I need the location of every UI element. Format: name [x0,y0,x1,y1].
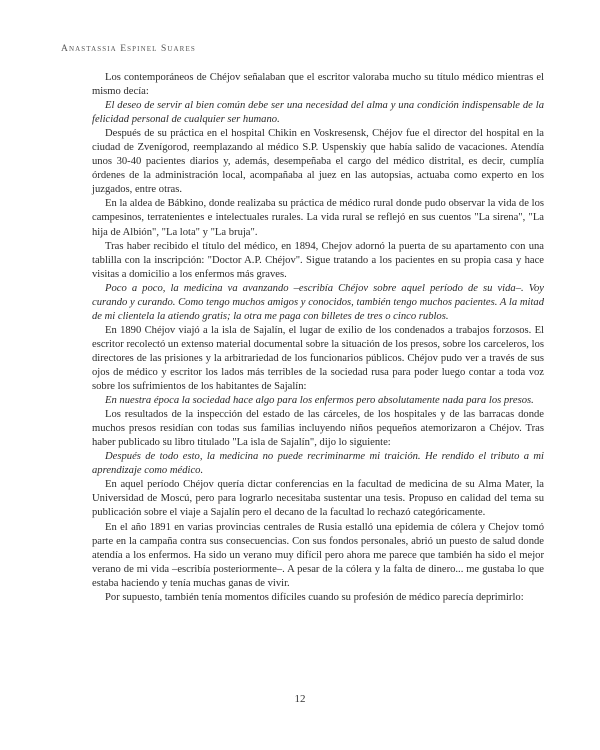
quote-paragraph: El deseo de servir al bien común debe ser una necesidad del alma y una condición indispensable de la felicidad personal de cualquier ser humano. [92,100,544,126]
paragraph: En 1890 Chéjov viajó a la isla de Sajalín, el lugar de exilio de los condenados a trabajos forzosos. El escritor recolectó un extenso material documental sobre la situación de los presos, sobre los carceleros, los directores de las prisiones y la arbitrariedad de los funcionarios públicos. Chéjov pudo ver a través de sus ojos de médico y escritor los lados más terribles de la sociedad rusa para poder luego contar a toda voz sobre los sufrimientos de los habitantes de Sajalín: [92,324,544,393]
paragraph: Los resultados de la inspección del estado de las cárceles, de los hospitales y de las barracas donde muchos presos residían con todas sus familias incluyendo niños pequeños atemorizaron a Chéjov. Tras haber publicado su libro titulado "La isla de Sajalín", dijo lo siguiente: [92,409,544,449]
paragraph: Después de su práctica en el hospital Chikin en Voskresensk, Chéjov fue el director del hospital en la ciudad de Zvenígorod, reemplazando al médico S.P. Uspenskiy que había salido de vacaciones. Atendía unos 30-40 pacientes diarios y, además, desempeñaba el cargo del médico distrital, es decir, cumplía órdenes de la administración local, acompañaba al juez en las autopsias, actuaba como experto en los juzgados, entre otras. [92,128,544,196]
running-head: Anastassia Espinel Suares [61,44,196,54]
paragraph: En la aldea de Bábkino, donde realizaba su práctica de médico rural donde pudo observar la vida de los campesinos, terratenientes e intelectuales rurales. La vida rural se reflejó en sus cuentos "La sirena", "La hija de Albión", "La lota" y "La bruja". [92,198,544,238]
paragraph: Los contemporáneos de Chéjov señalaban que el escritor valoraba mucho su título médico mientras el mismo decía: [92,72,544,98]
quote-paragraph: Después de todo esto, la medicina no puede recriminarme mi traición. He rendido el tributo a mi aprendizaje como médico. [92,451,544,477]
body-text [92,71,544,605]
paragraph: En el año 1891 en varias provincias centrales de Rusia estalló una epidemia de cólera y Chejov tomó parte en la campaña contra sus consecuencias. Con sus fondos personales, abrió un puesto de salud donde atendía a los enfermos. Ha sido un verano muy difícil pero ahora me parece que también ha sido el mejor verano de mi vida –escribía posteriormente–. A pesar de la cólera y la falta de dinero... me gustaba lo que estaba haciendo y tenía muchas ganas de vivir. [92,521,544,589]
paragraph: En aquel período Chéjov quería dictar conferencias en la facultad de medicina de su Alma Mater, la Universidad de Moscú, pero para lograrlo necesitaba sustentar una tesis. Propuso en calidad del tema su publicación sobre el viaje a Sajalín pero el decano de la facultad lo rechazó categóricamente. [92,479,544,519]
quote-paragraph: En nuestra época la sociedad hace algo para los enfermos pero absolutamente nada para los presos. [105,395,534,407]
paragraph: Tras haber recibido el título del médico, en 1894, Chejov adornó la puerta de su apartamento con una tablilla con la inscripción: "Doctor A.P. Chéjov". Sigue tratando a los pacientes en su propia casa y hace visitas a domicilio a los enfermos más graves. [92,240,544,280]
quote-paragraph: Poco a poco, la medicina va avanzando –escribía Chéjov sobre aquel período de su vida–. Voy curando y curando. Como tengo muchos amigos y conocidos, también tengo muchos pacientes. A la mitad de mi clientela la atiendo gratis; la otra me paga con billetes de tres o cinco rublos. [92,282,544,322]
page-number: 12 [294,693,306,705]
paragraph: Por supuesto, también tenía momentos difíciles cuando su profesión de médico parecía deprimirlo: [105,591,524,603]
